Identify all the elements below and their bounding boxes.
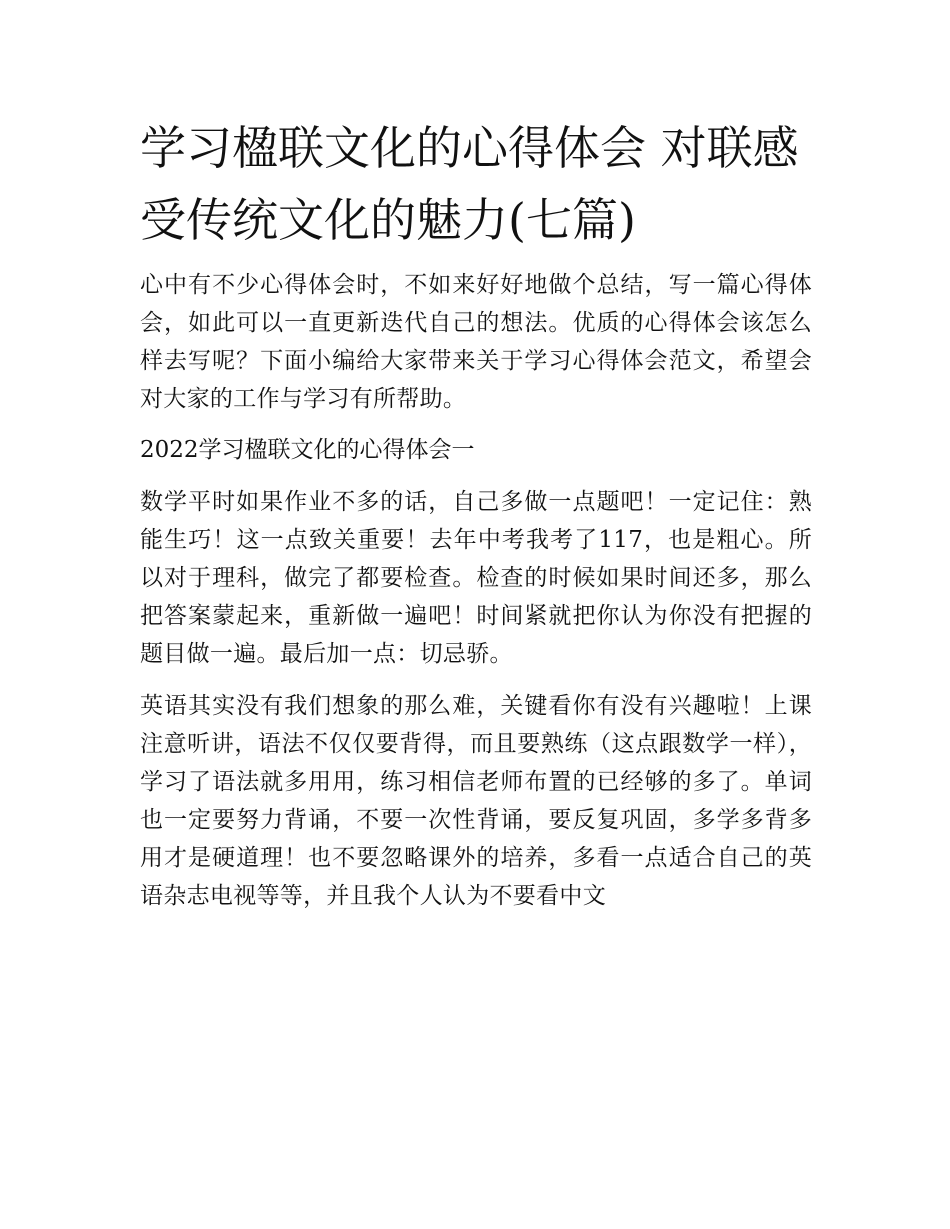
intro-paragraph: 心中有不少心得体会时，不如来好好地做个总结，写一篇心得体会，如此可以一直更新迭代自己的想法。优质的心得体会该怎么样去写呢？下面小编给大家带来关于学习心得体会范文，希望会对大家的工作与学习有所帮助。 xyxy=(140,272,812,412)
document-title: 学习楹联文化的心得体会 对联感受传统文化的魅力(七篇) xyxy=(140,121,799,247)
document-body xyxy=(140,112,812,915)
english-paragraph: 英语其实没有我们想象的那么难，关键看你有没有兴趣啦！上课注意听讲，语法不仅仅要背得，而且要熟练（这点跟数学一样），学习了语法就多用用，练习相信老师布置的已经够的多了。单词也一定要努力背诵，不要一次性背诵，要反复巩固，多学多背多用才是硬道理！也不要忽略课外的培养，多看一点适合自己的英语杂志电视等等，并且我个人认为不要看中文 xyxy=(140,693,812,909)
section-heading: 2022学习楹联文化的心得体会一 xyxy=(140,437,475,463)
math-paragraph: 数学平时如果作业不多的话，自己多做一点题吧！一定记住：熟能生巧！这一点致关重要！去年中考我考了117，也是粗心。所以对于理科，做完了都要检查。检查的时候如果时间还多，那么把答案蒙起来，重新做一遍吧！时间紧就把你认为你没有把握的题目做一遍。最后加一点：切忌骄。 xyxy=(140,489,812,667)
